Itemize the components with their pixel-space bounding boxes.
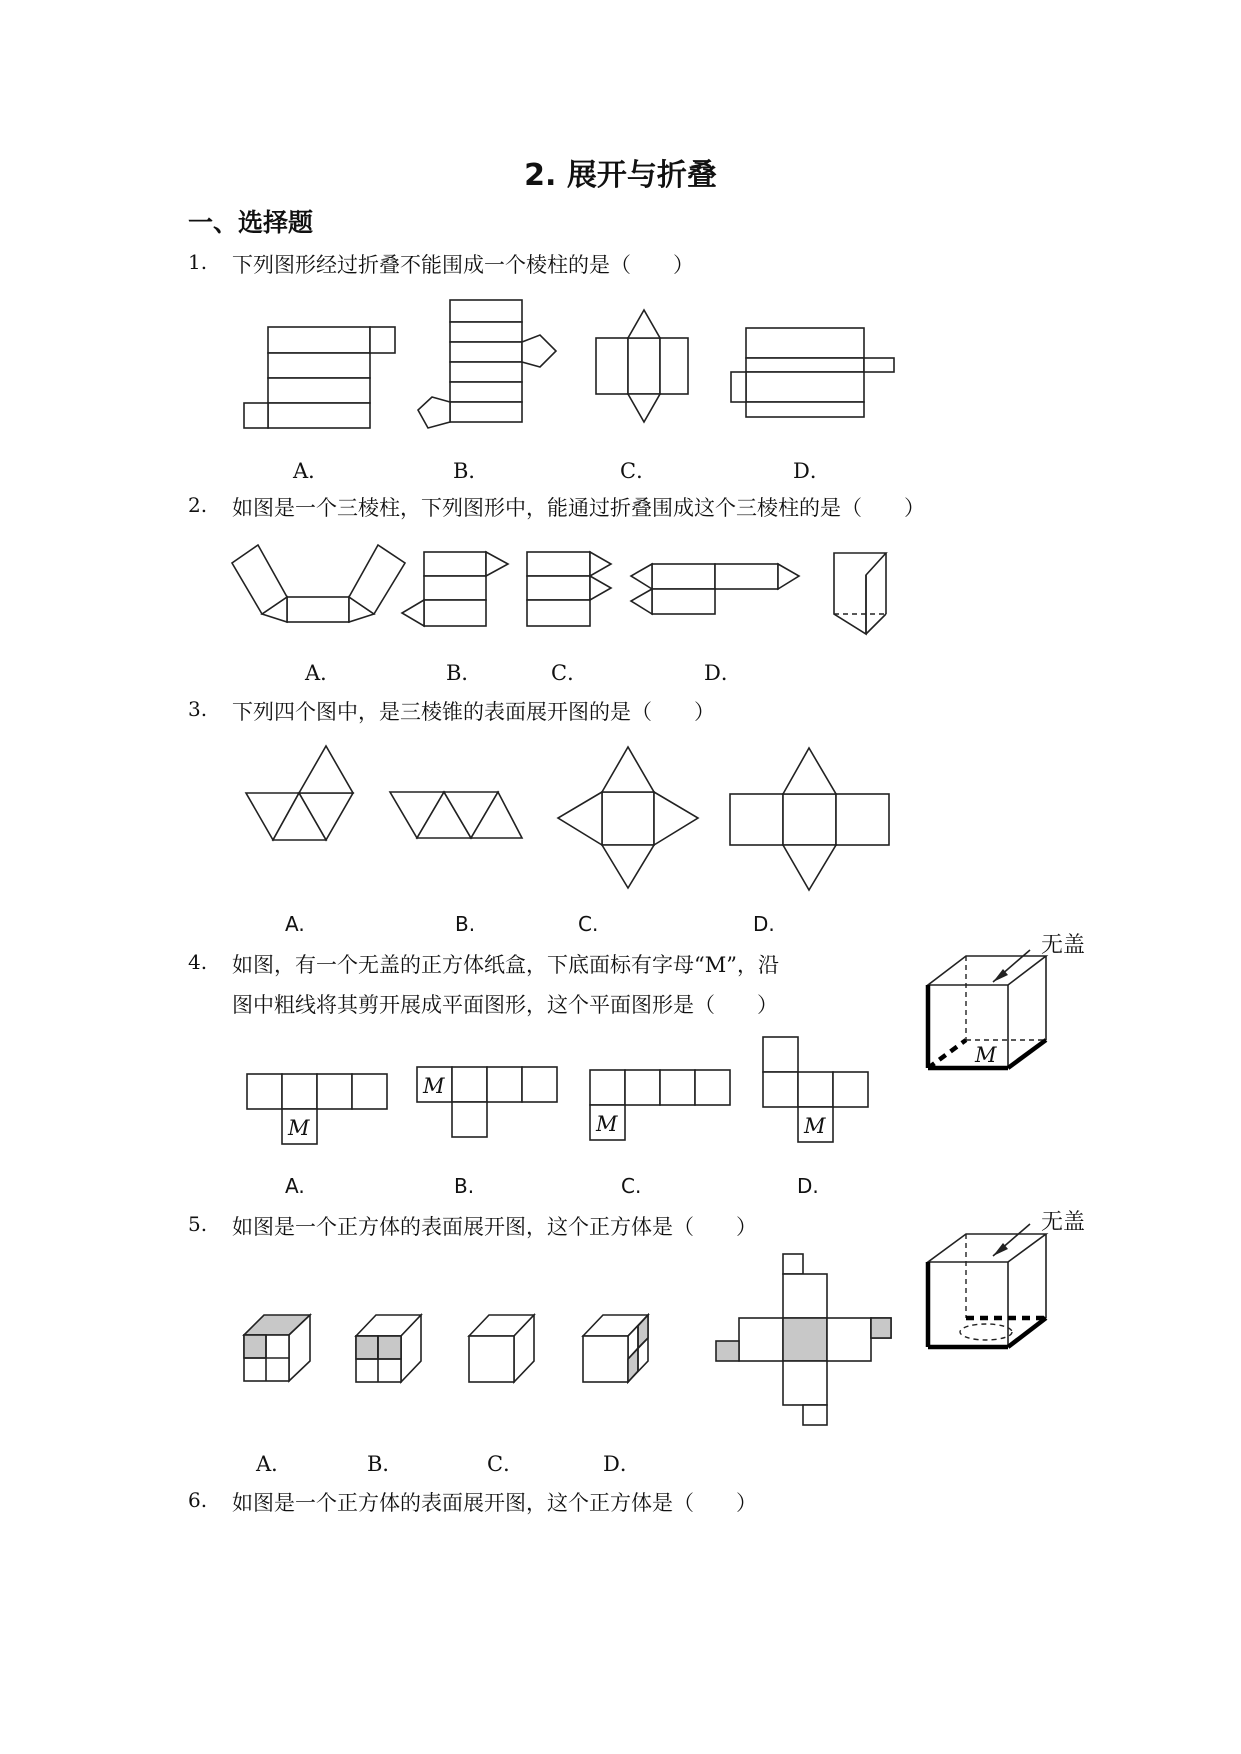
question-2-text: 如图是一个三棱柱，下列图形中，能通过折叠围成这个三棱柱的是（ ） (232, 496, 925, 520)
question-3-text: 下列四个图中，是三棱锥的表面展开图的是（ ） (232, 700, 715, 724)
question-2-number: 2. (188, 493, 208, 517)
svg-text:M: M (288, 1116, 310, 1140)
q1-option-d[interactable]: D． (793, 459, 831, 483)
q5-option-a[interactable]: A． (256, 1452, 293, 1476)
q1-option-c[interactable]: C． (620, 459, 658, 483)
svg-text:M: M (596, 1112, 618, 1136)
question-4-text-line-1: 如图，有一个无盖的正方体纸盒，下底面标有字母“M”，沿 (232, 953, 779, 977)
q1-option-a[interactable]: A． (293, 459, 330, 483)
q5-cube-net-figure (0, 0, 1, 1)
question-6-number: 6. (188, 1488, 208, 1512)
q1-option-b[interactable]: B． (453, 459, 490, 483)
q5-option-d[interactable]: D． (603, 1452, 641, 1476)
question-3-number: 3. (188, 697, 208, 721)
q2-option-a[interactable]: A． (305, 661, 342, 685)
q4-option-d[interactable]: D. (797, 1174, 819, 1198)
question-5-text: 如图是一个正方体的表面展开图，这个正方体是（ ） (232, 1215, 757, 1239)
question-4-number: 4. (188, 950, 208, 974)
question-1-text: 下列图形经过折叠不能围成一个棱柱的是（ ） (232, 253, 694, 277)
q3-option-b[interactable]: B. (455, 912, 476, 936)
question-6-text: 如图是一个正方体的表面展开图，这个正方体是（ ） (232, 1491, 757, 1515)
q3-option-c[interactable]: C. (578, 912, 599, 936)
q5-option-c[interactable]: C． (487, 1452, 525, 1476)
section-heading: 一、选择题 (188, 208, 314, 237)
q3-option-d[interactable]: D. (753, 912, 775, 936)
q5-option-b[interactable]: B． (367, 1452, 404, 1476)
q2-option-d[interactable]: D． (704, 661, 742, 685)
q4-box-letter: M (975, 1043, 997, 1067)
q4-lidless-label: 无盖 (1041, 933, 1086, 958)
svg-text:M: M (423, 1074, 445, 1098)
q2-option-c[interactable]: C． (551, 661, 589, 685)
question-1-number: 1. (188, 250, 208, 274)
q2-option-b[interactable]: B． (446, 661, 483, 685)
q4-option-b[interactable]: B. (454, 1174, 475, 1198)
page-title: 2. 展开与折叠 (524, 158, 717, 193)
question-5-number: 5. (188, 1212, 208, 1236)
q5-lidless-label: 无盖 (1041, 1210, 1086, 1235)
q4-option-a[interactable]: A. (285, 1174, 305, 1198)
svg-text:M: M (804, 1114, 826, 1138)
q4-option-c[interactable]: C. (621, 1174, 642, 1198)
question-4-text-line-2: 图中粗线将其剪开展成平面图形，这个平面图形是（ ） (232, 993, 778, 1017)
q3-option-a[interactable]: A. (285, 912, 305, 936)
